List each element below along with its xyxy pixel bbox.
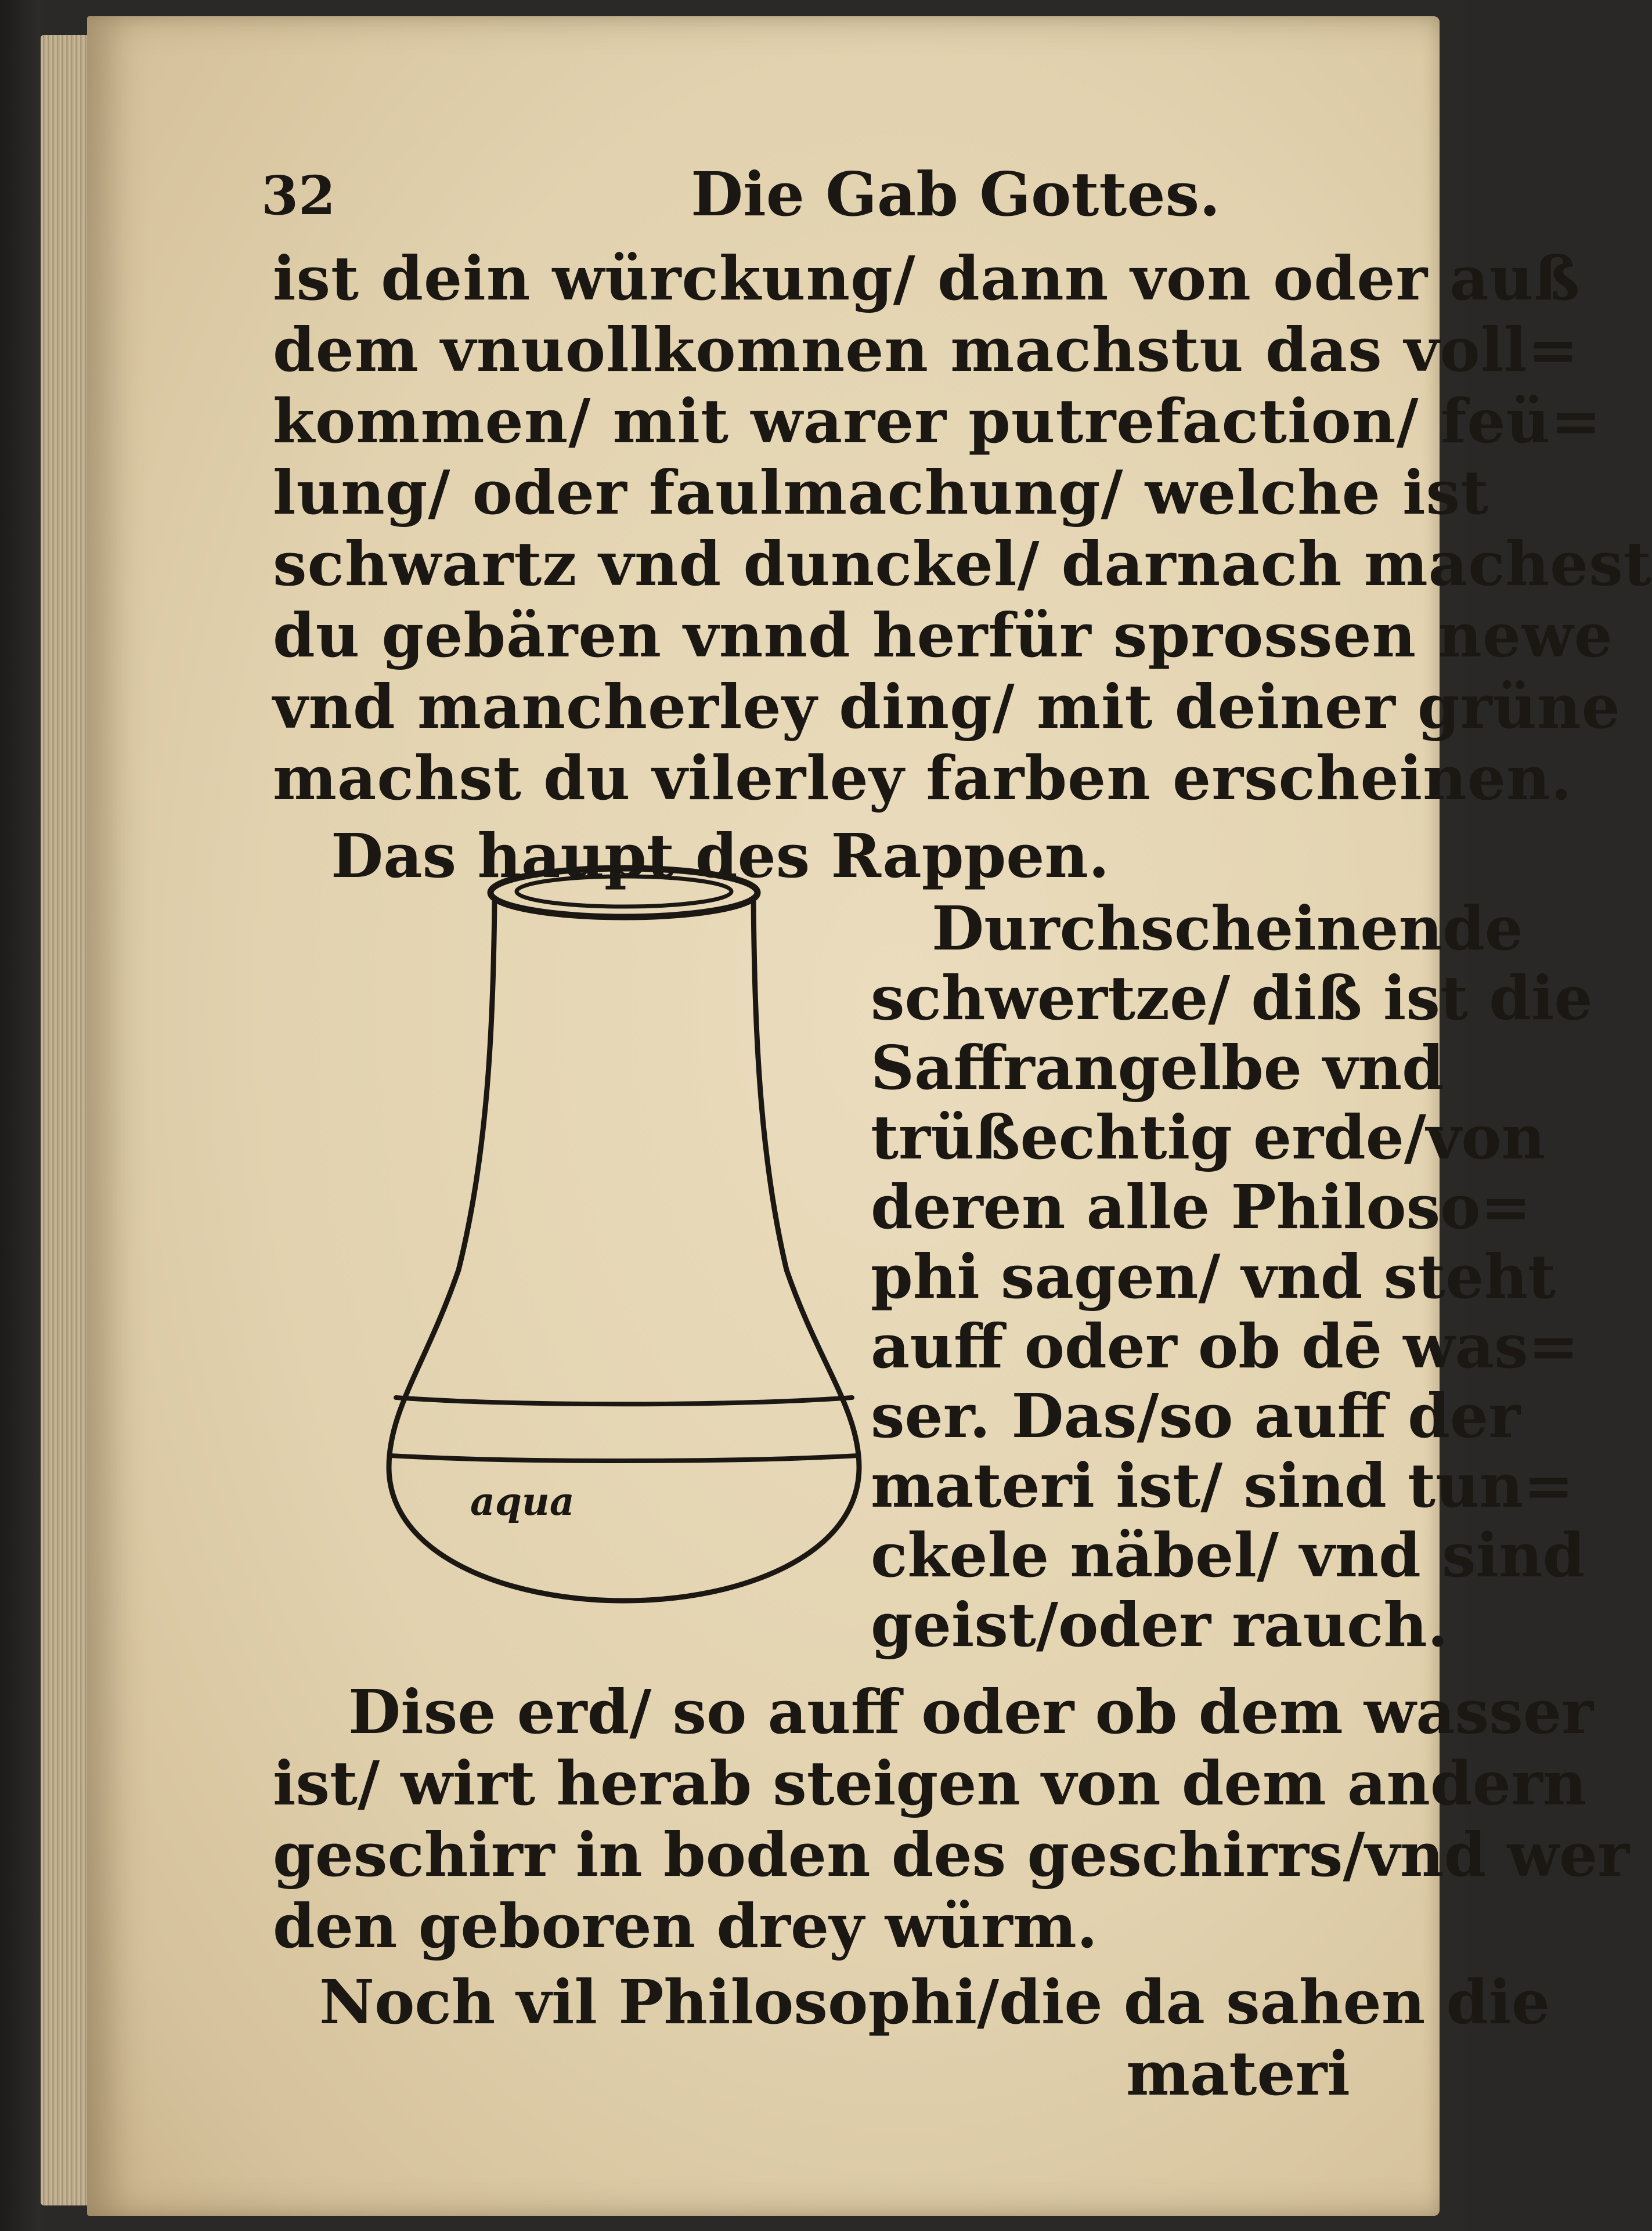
- alchemical-flask-icon: [371, 852, 877, 1607]
- text-line: Saffrangelbe vnd: [871, 1032, 1444, 1103]
- illustration-label: aqua: [470, 1479, 575, 1524]
- text-line: machst du vilerley farben erscheinen.: [273, 742, 1572, 814]
- text-line: Dise erd/ so auff oder ob dem wasser: [348, 1676, 1593, 1748]
- text-line: phi sagen/ vnd steht: [871, 1241, 1556, 1312]
- catchword: materi: [1126, 2038, 1350, 2109]
- text-line: auff oder ob dē was=: [871, 1311, 1579, 1382]
- text-line: deren alle Philoso=: [871, 1171, 1531, 1243]
- text-line: vnd mancherley ding/ mit deiner grüne: [273, 671, 1621, 742]
- text-line: geist/oder rauch.: [871, 1589, 1449, 1660]
- running-title: Die Gab Gottes.: [691, 158, 1221, 230]
- text-line: lung/ oder faulmachung/ welche ist: [273, 457, 1489, 528]
- text-line: geschirr in boden des geschirrs/vnd wer: [273, 1819, 1629, 1890]
- text-line: kommen/ mit warer putrefaction/ feü=: [273, 385, 1602, 457]
- text-line: materi ist/ sind tun=: [871, 1450, 1574, 1521]
- text-line: schwertze/ diß ist die: [871, 962, 1593, 1034]
- text-line: ist dein würckung/ dann von oder auß: [273, 243, 1581, 314]
- page-number: 32: [261, 164, 336, 227]
- text-line: schwartz vnd dunckel/ darnach machest: [273, 528, 1652, 600]
- book-page: [87, 16, 1652, 2216]
- text-line: Durchscheinende: [932, 893, 1523, 964]
- text-line: du gebären vnnd herfür sprossen newe: [273, 600, 1613, 671]
- text-line: trüßechtig erde/von: [871, 1102, 1546, 1173]
- section-heading: Das haupt des Rappen.: [331, 820, 1110, 891]
- text-line: den geboren drey würm.: [273, 1890, 1098, 1962]
- book-cover-edge: [0, 0, 41, 2231]
- text-line: Noch vil Philosophi/die da sahen die: [319, 1966, 1550, 2038]
- text-line: ckele näbel/ vnd sind: [871, 1519, 1585, 1591]
- text-line: dem vnuollkomnen machstu das voll=: [273, 314, 1579, 385]
- text-line: ser. Das/so auff der: [871, 1380, 1520, 1452]
- text-line: ist/ wirt herab steigen von dem andern: [273, 1748, 1587, 1819]
